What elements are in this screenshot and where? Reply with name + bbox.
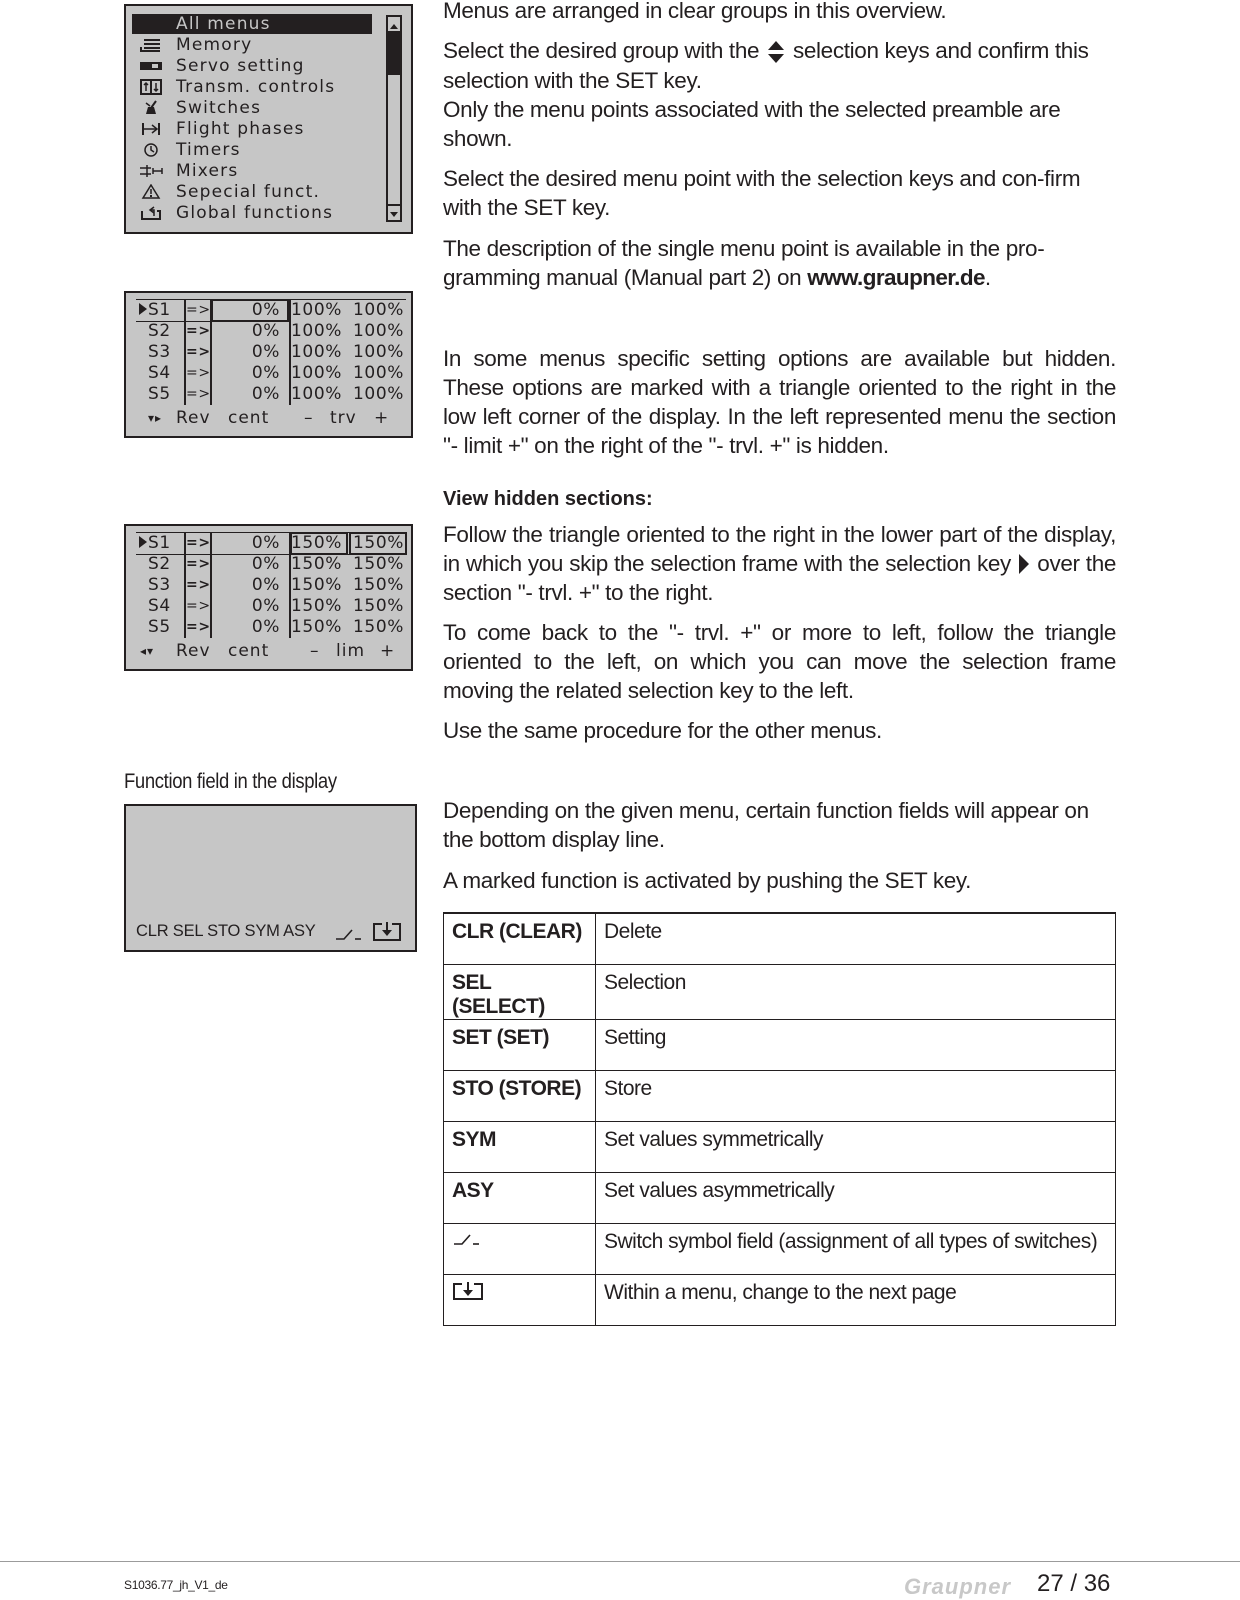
switch-symbol-icon — [452, 1230, 482, 1248]
view-hidden-sections-heading: View hidden sections: — [443, 488, 653, 510]
triangle-right-icon — [138, 302, 148, 316]
hidden-options-paragraph: In some menus specific setting options are available but hidden. These options are marked with a triangle oriented to the right in the low left corner of the display. In the left represented menu the section "- limit +" on the right of the "- trvl. +" is hidden. — [443, 346, 1116, 458]
menu-item-special-functions[interactable]: Sepecial funct. — [132, 182, 372, 202]
arrow-up-icon — [388, 20, 400, 32]
global-functions-icon — [138, 205, 164, 221]
hidden-left-indicator-icon[interactable]: ◂▾ — [140, 644, 155, 658]
menu-item-servo-setting[interactable]: Servo setting — [132, 56, 372, 76]
hidden-right-indicator-icon[interactable]: ▾▸ — [148, 411, 163, 425]
description-paragraph: The description of the single menu point is available in the pro-gramming manual (Manual part 2) on www.graupner.de. — [443, 236, 1045, 290]
menu-item-flight-phases[interactable]: Flight phases — [132, 119, 372, 139]
menu-scrollbar[interactable] — [386, 15, 402, 222]
function-field-table — [443, 912, 1116, 1326]
function-description: Store — [596, 1070, 1116, 1121]
function-description: Set values symmetrically — [596, 1121, 1116, 1172]
come-back-paragraph: To come back to the "- trvl. +" or more to left, follow the triangle oriented to the left, on which you can move the selection frame moving the related selection key to the left. — [443, 620, 1116, 703]
function-key: SEL (SELECT) — [444, 964, 596, 1019]
servo-row[interactable]: S5 => 0% 150% 150% — [148, 617, 404, 637]
select-group-paragraph: Select the desired group with the selection keys and confirm this selection with the SET key. Only the menu points associated with the selected preamble are shown. — [443, 38, 1089, 151]
function-key: SYM — [444, 1121, 596, 1172]
graupner-logo: Graupner — [904, 1574, 1012, 1599]
table-row — [444, 1070, 1116, 1121]
function-key: SET (SET) — [444, 1019, 596, 1070]
table-row — [444, 913, 1116, 964]
servo-row[interactable]: S5 => 0% 100% 100% — [148, 384, 404, 404]
servo-row[interactable]: S2 => 0% 100% 100% — [148, 321, 404, 341]
menu-item-all-menus[interactable]: All menus — [132, 14, 372, 34]
marked-function-paragraph: A marked function is activated by pushing the SET key. — [443, 868, 972, 893]
menu-item-switches[interactable]: Switches — [132, 98, 372, 118]
function-description: Delete — [596, 913, 1116, 964]
servo-column-labels: ◂▾ Rev cent – lim + — [140, 641, 396, 661]
flight-phases-icon — [138, 121, 164, 137]
scroll-up-button[interactable] — [388, 17, 400, 33]
triangle-right-icon — [138, 535, 148, 549]
document-code: S1036.77_jh_V1_de — [124, 1578, 228, 1592]
servo-row[interactable]: S1 => 0% 150% 150% — [134, 533, 404, 554]
function-key: ASY — [444, 1172, 596, 1223]
table-row — [444, 1121, 1116, 1172]
select-menu-point-paragraph: Select the desired menu point with the selection keys and con-firm with the SET key. — [443, 166, 1081, 220]
servo-row[interactable]: S3 => 0% 100% 100% — [148, 342, 404, 362]
servo-row[interactable]: S2 => 0% 150% 150% — [148, 554, 404, 574]
servo-row[interactable]: S4 => 0% 150% 150% — [148, 596, 404, 616]
menu-item-mixers[interactable]: Mixers — [132, 161, 372, 181]
function-description: Setting — [596, 1019, 1116, 1070]
timer-icon — [138, 142, 164, 158]
same-procedure-paragraph: Use the same procedure for the other menus. — [443, 718, 882, 743]
menu-item-timers[interactable]: Timers — [132, 140, 372, 160]
follow-triangle-paragraph: Follow the triangle oriented to the right in the lower part of the display, in which you skip the selection frame with the selection key over the section "- trvl. +" to the right. — [443, 522, 1117, 605]
table-row — [444, 1274, 1116, 1325]
function-description: Within a menu, change to the next page — [596, 1274, 1116, 1325]
table-row — [444, 1172, 1116, 1223]
servo-travel-display — [124, 291, 413, 438]
scroll-thumb[interactable] — [388, 33, 400, 75]
function-description: Selection — [596, 964, 1116, 1019]
servo-icon — [138, 58, 164, 74]
footer-divider — [0, 1561, 1240, 1562]
warning-icon — [138, 184, 164, 200]
next-page-icon[interactable] — [372, 922, 402, 942]
table-row — [444, 964, 1116, 1019]
function-key — [444, 1274, 596, 1325]
graupner-website-link[interactable]: www.graupner.de — [807, 265, 985, 290]
up-down-selection-keys-icon — [765, 38, 787, 66]
servo-limit-display — [124, 524, 413, 671]
function-key: STO (STORE) — [444, 1070, 596, 1121]
table-row — [444, 1223, 1116, 1274]
menu-item-transm-controls[interactable]: Transm. controls — [132, 77, 372, 97]
function-field-caption: Function field in the display — [124, 770, 337, 793]
function-description: Switch symbol field (assignment of all types of switches) — [596, 1223, 1116, 1274]
arrow-down-icon — [388, 209, 400, 221]
scroll-down-button[interactable] — [388, 204, 400, 220]
servo-column-labels: ▾▸ Rev cent – trv + — [148, 408, 390, 428]
function-description: Set values asymmetrically — [596, 1172, 1116, 1223]
table-row — [444, 1019, 1116, 1070]
right-selection-key-icon — [1017, 552, 1031, 576]
menu-overview-display — [124, 4, 413, 234]
menu-item-memory[interactable]: Memory — [132, 35, 372, 55]
servo-row[interactable]: S3 => 0% 150% 150% — [148, 575, 404, 595]
function-field-line: CLR SEL STO SYM ASY — [136, 922, 316, 940]
switch-symbol-icon[interactable] — [334, 926, 364, 942]
memory-icon — [138, 37, 164, 53]
menu-item-global-functions[interactable]: Global functions — [132, 203, 372, 223]
intro-paragraph: Menus are arranged in clear groups in this overview. — [443, 0, 947, 23]
servo-row[interactable]: S1 => 0% 100% 100% — [134, 300, 404, 321]
function-key: CLR (CLEAR) — [444, 913, 596, 964]
switch-icon — [138, 100, 164, 116]
function-key — [444, 1223, 596, 1274]
mixer-icon — [138, 163, 164, 179]
transmitter-controls-icon — [138, 79, 164, 95]
servo-row[interactable]: S4 => 0% 100% 100% — [148, 363, 404, 383]
next-page-icon — [452, 1281, 484, 1301]
function-field-display — [124, 804, 417, 952]
page-number: 27 / 36 — [1037, 1570, 1111, 1597]
function-fields-paragraph: Depending on the given menu, certain function fields will appear on the bottom display line. — [443, 798, 1089, 852]
